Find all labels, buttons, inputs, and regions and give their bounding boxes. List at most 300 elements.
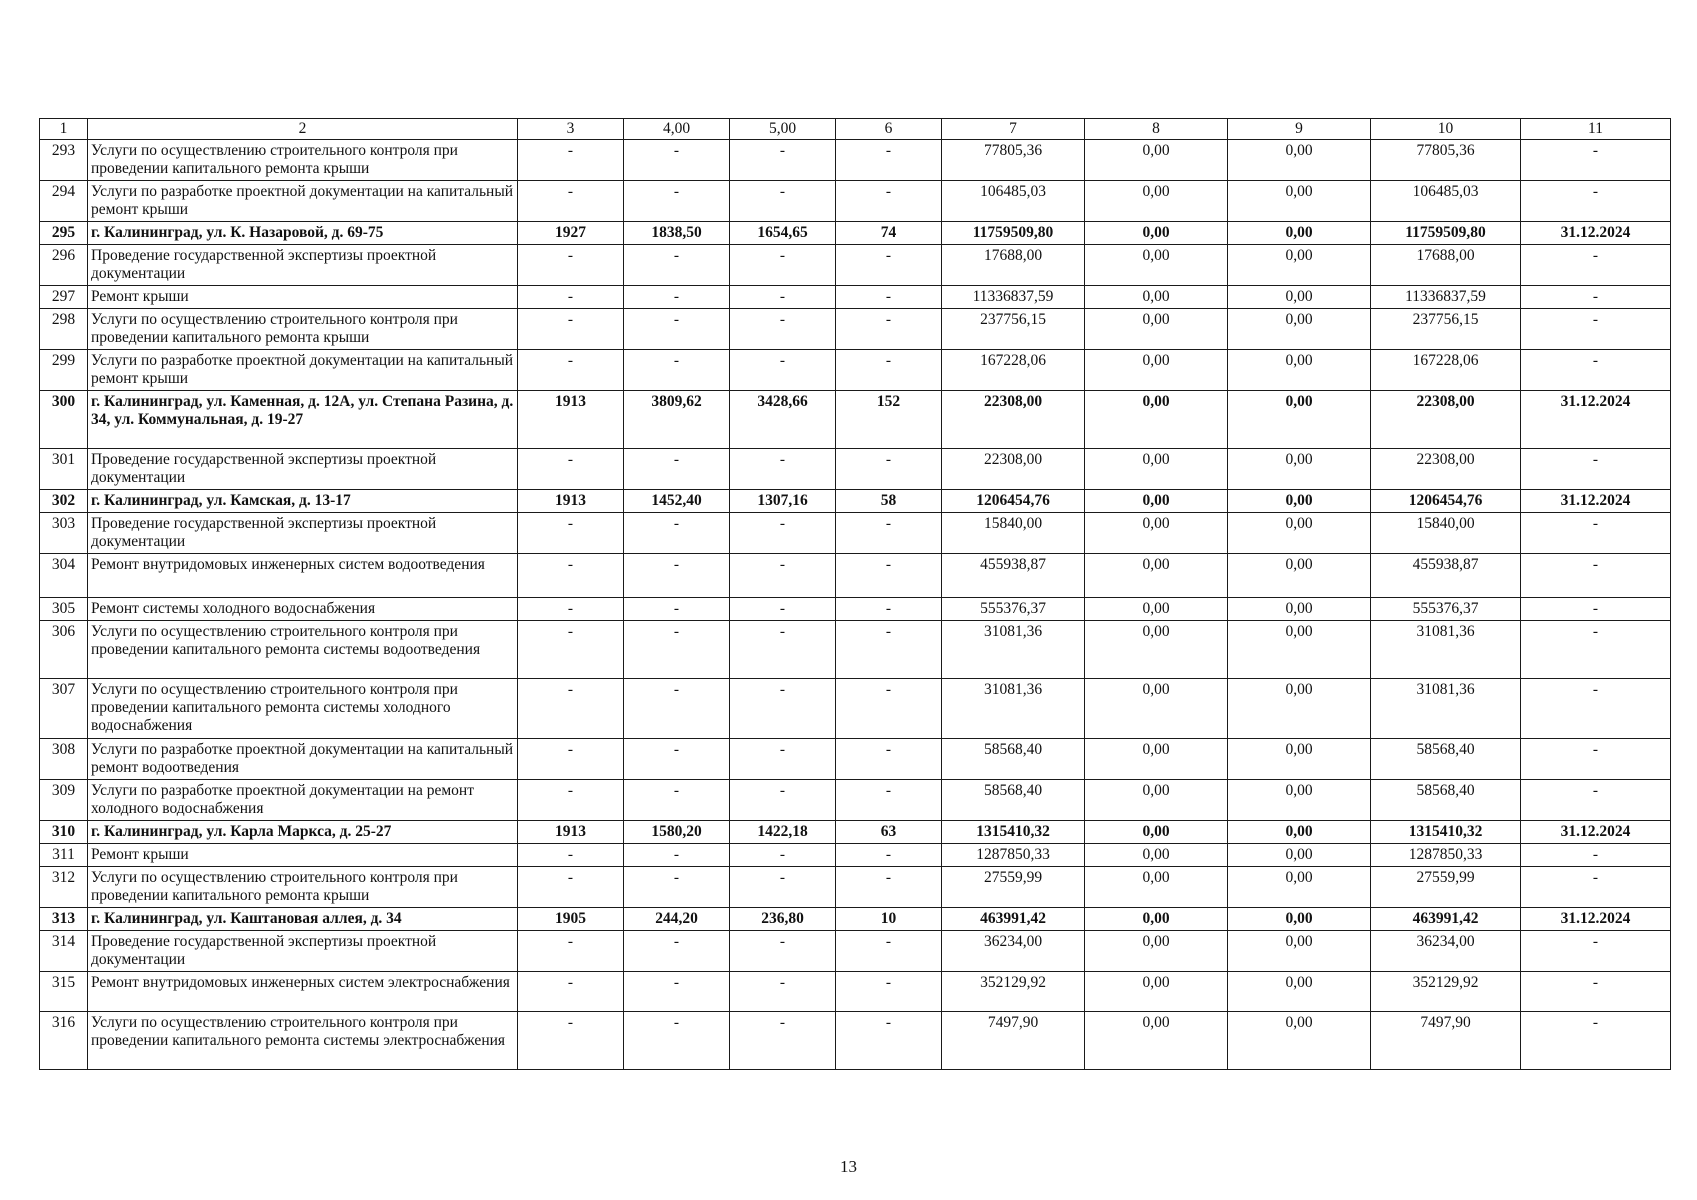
cost-budget-cell: 0,00 [1228,931,1371,972]
year-cell: - [518,140,624,181]
deadline-cell: - [1521,449,1671,490]
row-name-cell: Услуги по осуществлению строительного контроля при проведении капитального ремонта системы электроснабжения [88,1012,518,1070]
cost-total-cell: 7497,90 [942,1012,1085,1070]
residents-cell: - [836,513,942,554]
cost-budget-cell: 0,00 [1228,350,1371,391]
area-total-cell: - [624,245,730,286]
work-row [40,309,1671,350]
deadline-cell: - [1521,598,1671,621]
cost-budget-cell: 0,00 [1228,391,1371,449]
residents-cell: - [836,931,942,972]
address-row [40,908,1671,931]
work-row [40,513,1671,554]
year-cell: 1913 [518,490,624,513]
area-living-cell: - [730,598,836,621]
cost-fund-cell: 0,00 [1085,222,1228,245]
area-living-cell: - [730,513,836,554]
deadline-cell: - [1521,181,1671,222]
year-cell: 1913 [518,821,624,844]
cost-owners-cell: 15840,00 [1371,513,1521,554]
area-living-cell: - [730,245,836,286]
cost-budget-cell: 0,00 [1228,621,1371,679]
area-living-cell: - [730,350,836,391]
deadline-cell: - [1521,739,1671,780]
residents-cell: - [836,286,942,309]
area-living-cell: - [730,1012,836,1070]
residents-cell: - [836,140,942,181]
cost-total-cell: 31081,36 [942,679,1085,739]
cost-fund-cell: 0,00 [1085,350,1228,391]
work-row [40,739,1671,780]
area-living-cell: - [730,972,836,1012]
cost-owners-cell: 31081,36 [1371,679,1521,739]
row-name-cell: Ремонт крыши [88,844,518,867]
cost-owners-cell: 167228,06 [1371,350,1521,391]
cost-budget-cell: 0,00 [1228,821,1371,844]
row-name-cell: Ремонт системы холодного водоснабжения [88,598,518,621]
cost-total-cell: 11336837,59 [942,286,1085,309]
cost-total-cell: 1206454,76 [942,490,1085,513]
table-body [40,140,1671,1070]
area-living-cell: - [730,140,836,181]
work-row [40,844,1671,867]
cost-total-cell: 1287850,33 [942,844,1085,867]
cost-total-cell: 106485,03 [942,181,1085,222]
area-total-cell: 1452,40 [624,490,730,513]
cost-owners-cell: 237756,15 [1371,309,1521,350]
address-row [40,391,1671,449]
header-row [40,119,1671,140]
cost-fund-cell: 0,00 [1085,513,1228,554]
year-cell: - [518,621,624,679]
area-total-cell: - [624,867,730,908]
row-name-cell: г. Калининград, ул. Камская, д. 13-17 [88,490,518,513]
cost-total-cell: 463991,42 [942,908,1085,931]
year-cell: - [518,286,624,309]
area-living-cell: 3428,66 [730,391,836,449]
cost-fund-cell: 0,00 [1085,679,1228,739]
deadline-cell: - [1521,309,1671,350]
work-row [40,931,1671,972]
area-living-cell: - [730,931,836,972]
cost-fund-cell: 0,00 [1085,554,1228,598]
residents-cell: - [836,598,942,621]
residents-cell: - [836,739,942,780]
residents-cell: - [836,309,942,350]
cost-total-cell: 11759509,80 [942,222,1085,245]
year-cell: - [518,181,624,222]
year-cell: - [518,350,624,391]
year-cell: - [518,598,624,621]
cost-total-cell: 455938,87 [942,554,1085,598]
area-total-cell: 244,20 [624,908,730,931]
cost-fund-cell: 0,00 [1085,908,1228,931]
deadline-cell: 31.12.2024 [1521,490,1671,513]
work-row [40,598,1671,621]
row-name-cell: Услуги по разработке проектной документации на капитальный ремонт крыши [88,181,518,222]
year-cell: - [518,739,624,780]
area-total-cell: - [624,679,730,739]
cost-budget-cell: 0,00 [1228,739,1371,780]
cost-total-cell: 22308,00 [942,449,1085,490]
work-row [40,286,1671,309]
header-cell: 11 [1521,119,1671,140]
deadline-cell: - [1521,867,1671,908]
area-living-cell: - [730,554,836,598]
cost-fund-cell: 0,00 [1085,181,1228,222]
cost-owners-cell: 455938,87 [1371,554,1521,598]
area-total-cell: 1838,50 [624,222,730,245]
row-name-cell: г. Калининград, ул. К. Назаровой, д. 69-75 [88,222,518,245]
header-cell: 6 [836,119,942,140]
area-living-cell: - [730,780,836,821]
residents-cell: - [836,181,942,222]
cost-owners-cell: 463991,42 [1371,908,1521,931]
cost-owners-cell: 36234,00 [1371,931,1521,972]
row-number-cell: 304 [40,554,88,598]
area-living-cell: - [730,286,836,309]
work-row [40,679,1671,739]
area-living-cell: - [730,844,836,867]
cost-fund-cell: 0,00 [1085,309,1228,350]
row-number-cell: 299 [40,350,88,391]
area-total-cell: - [624,844,730,867]
row-number-cell: 305 [40,598,88,621]
area-total-cell: - [624,140,730,181]
work-row [40,140,1671,181]
deadline-cell: - [1521,1012,1671,1070]
area-living-cell: - [730,739,836,780]
year-cell: - [518,449,624,490]
cost-budget-cell: 0,00 [1228,490,1371,513]
cost-owners-cell: 27559,99 [1371,867,1521,908]
work-row [40,621,1671,679]
cost-owners-cell: 58568,40 [1371,780,1521,821]
cost-total-cell: 27559,99 [942,867,1085,908]
year-cell: - [518,513,624,554]
row-number-cell: 312 [40,867,88,908]
cost-budget-cell: 0,00 [1228,449,1371,490]
row-number-cell: 309 [40,780,88,821]
residents-cell: 58 [836,490,942,513]
row-name-cell: Ремонт внутридомовых инженерных систем водоотведения [88,554,518,598]
row-name-cell: Ремонт крыши [88,286,518,309]
year-cell: - [518,554,624,598]
cost-budget-cell: 0,00 [1228,1012,1371,1070]
row-name-cell: Услуги по осуществлению строительного контроля при проведении капитального ремонта крыши [88,867,518,908]
residents-cell: - [836,972,942,1012]
header-cell: 5,00 [730,119,836,140]
cost-total-cell: 58568,40 [942,739,1085,780]
year-cell: - [518,867,624,908]
area-living-cell: 236,80 [730,908,836,931]
row-name-cell: Проведение государственной экспертизы проектной документации [88,245,518,286]
row-name-cell: Услуги по осуществлению строительного контроля при проведении капитального ремонта крыши [88,309,518,350]
cost-owners-cell: 11336837,59 [1371,286,1521,309]
row-number-cell: 308 [40,739,88,780]
area-total-cell: - [624,1012,730,1070]
cost-total-cell: 237756,15 [942,309,1085,350]
row-name-cell: Услуги по разработке проектной документации на ремонт холодного водоснабжения [88,780,518,821]
residents-cell: - [836,679,942,739]
cost-fund-cell: 0,00 [1085,598,1228,621]
cost-owners-cell: 1315410,32 [1371,821,1521,844]
row-number-cell: 298 [40,309,88,350]
row-number-cell: 316 [40,1012,88,1070]
row-name-cell: Услуги по осуществлению строительного контроля при проведении капитального ремонта системы холодного водоснабжения [88,679,518,739]
row-name-cell: Услуги по осуществлению строительного контроля при проведении капитального ремонта крыши [88,140,518,181]
deadline-cell: - [1521,844,1671,867]
cost-owners-cell: 31081,36 [1371,621,1521,679]
cost-fund-cell: 0,00 [1085,931,1228,972]
cost-owners-cell: 77805,36 [1371,140,1521,181]
work-row [40,350,1671,391]
row-number-cell: 301 [40,449,88,490]
header-cell: 9 [1228,119,1371,140]
cost-fund-cell: 0,00 [1085,780,1228,821]
area-living-cell: 1307,16 [730,490,836,513]
residents-cell: - [836,449,942,490]
cost-budget-cell: 0,00 [1228,780,1371,821]
row-number-cell: 310 [40,821,88,844]
deadline-cell: 31.12.2024 [1521,222,1671,245]
area-total-cell: 1580,20 [624,821,730,844]
residents-cell: - [836,1012,942,1070]
cost-fund-cell: 0,00 [1085,140,1228,181]
area-living-cell: - [730,621,836,679]
cost-owners-cell: 7497,90 [1371,1012,1521,1070]
cost-fund-cell: 0,00 [1085,391,1228,449]
header-cell: 1 [40,119,88,140]
row-number-cell: 306 [40,621,88,679]
year-cell: - [518,931,624,972]
cost-budget-cell: 0,00 [1228,908,1371,931]
area-total-cell: - [624,598,730,621]
cost-owners-cell: 22308,00 [1371,391,1521,449]
cost-fund-cell: 0,00 [1085,739,1228,780]
deadline-cell: - [1521,780,1671,821]
cost-total-cell: 555376,37 [942,598,1085,621]
deadline-cell: - [1521,679,1671,739]
deadline-cell: - [1521,245,1671,286]
area-living-cell: - [730,309,836,350]
header-cell: 10 [1371,119,1521,140]
deadline-cell: - [1521,286,1671,309]
area-living-cell: - [730,449,836,490]
cost-owners-cell: 58568,40 [1371,739,1521,780]
row-number-cell: 296 [40,245,88,286]
row-number-cell: 313 [40,908,88,931]
year-cell: - [518,780,624,821]
cost-owners-cell: 1206454,76 [1371,490,1521,513]
cost-total-cell: 167228,06 [942,350,1085,391]
row-name-cell: г. Калининград, ул. Каштановая аллея, д. 34 [88,908,518,931]
row-number-cell: 311 [40,844,88,867]
row-name-cell: Услуги по разработке проектной документации на капитальный ремонт водоотведения [88,739,518,780]
deadline-cell: - [1521,931,1671,972]
deadline-cell: 31.12.2024 [1521,391,1671,449]
header-cell: 2 [88,119,518,140]
area-total-cell: - [624,449,730,490]
year-cell: 1913 [518,391,624,449]
area-living-cell: 1422,18 [730,821,836,844]
area-living-cell: - [730,679,836,739]
row-number-cell: 307 [40,679,88,739]
cost-budget-cell: 0,00 [1228,679,1371,739]
year-cell: - [518,245,624,286]
residents-cell: - [836,621,942,679]
residents-cell: - [836,844,942,867]
area-total-cell: - [624,972,730,1012]
year-cell: - [518,679,624,739]
cost-budget-cell: 0,00 [1228,598,1371,621]
residents-cell: - [836,350,942,391]
residents-cell: - [836,780,942,821]
deadline-cell: - [1521,140,1671,181]
deadline-cell: - [1521,972,1671,1012]
cost-budget-cell: 0,00 [1228,286,1371,309]
cost-budget-cell: 0,00 [1228,867,1371,908]
work-row [40,181,1671,222]
residents-cell: 152 [836,391,942,449]
cost-owners-cell: 1287850,33 [1371,844,1521,867]
deadline-cell: 31.12.2024 [1521,908,1671,931]
row-name-cell: Проведение государственной экспертизы проектной документации [88,513,518,554]
row-name-cell: Услуги по разработке проектной документации на капитальный ремонт крыши [88,350,518,391]
row-number-cell: 314 [40,931,88,972]
row-name-cell: г. Калининград, ул. Карла Маркса, д. 25-27 [88,821,518,844]
area-total-cell: - [624,621,730,679]
cost-fund-cell: 0,00 [1085,245,1228,286]
cost-fund-cell: 0,00 [1085,821,1228,844]
cost-total-cell: 15840,00 [942,513,1085,554]
cost-budget-cell: 0,00 [1228,972,1371,1012]
row-name-cell: Проведение государственной экспертизы проектной документации [88,449,518,490]
deadline-cell: - [1521,621,1671,679]
area-living-cell: - [730,867,836,908]
cost-total-cell: 58568,40 [942,780,1085,821]
cost-owners-cell: 17688,00 [1371,245,1521,286]
cost-owners-cell: 352129,92 [1371,972,1521,1012]
area-living-cell: 1654,65 [730,222,836,245]
cost-owners-cell: 555376,37 [1371,598,1521,621]
address-row [40,222,1671,245]
deadline-cell: - [1521,513,1671,554]
work-row [40,449,1671,490]
deadline-cell: - [1521,554,1671,598]
cost-fund-cell: 0,00 [1085,844,1228,867]
cost-total-cell: 17688,00 [942,245,1085,286]
cost-fund-cell: 0,00 [1085,867,1228,908]
cost-total-cell: 31081,36 [942,621,1085,679]
residents-cell: - [836,867,942,908]
header-cell: 3 [518,119,624,140]
cost-fund-cell: 0,00 [1085,1012,1228,1070]
residents-cell: 74 [836,222,942,245]
row-name-cell: г. Калининград, ул. Каменная, д. 12А, ул. Степана Разина, д. 34, ул. Коммунальная, д. 19-27 [88,391,518,449]
cost-budget-cell: 0,00 [1228,554,1371,598]
area-total-cell: 3809,62 [624,391,730,449]
register-table [39,118,1671,1070]
deadline-cell: 31.12.2024 [1521,821,1671,844]
cost-total-cell: 36234,00 [942,931,1085,972]
cost-budget-cell: 0,00 [1228,245,1371,286]
residents-cell: 10 [836,908,942,931]
work-row [40,780,1671,821]
cost-fund-cell: 0,00 [1085,972,1228,1012]
area-total-cell: - [624,181,730,222]
year-cell: - [518,844,624,867]
cost-budget-cell: 0,00 [1228,309,1371,350]
row-number-cell: 315 [40,972,88,1012]
year-cell: 1905 [518,908,624,931]
area-total-cell: - [624,350,730,391]
area-total-cell: - [624,513,730,554]
area-total-cell: - [624,554,730,598]
cost-budget-cell: 0,00 [1228,222,1371,245]
cost-budget-cell: 0,00 [1228,140,1371,181]
cost-budget-cell: 0,00 [1228,844,1371,867]
year-cell: 1927 [518,222,624,245]
cost-total-cell: 22308,00 [942,391,1085,449]
cost-owners-cell: 106485,03 [1371,181,1521,222]
cost-fund-cell: 0,00 [1085,449,1228,490]
year-cell: - [518,972,624,1012]
work-row [40,867,1671,908]
row-name-cell: Услуги по осуществлению строительного контроля при проведении капитального ремонта системы водоотведения [88,621,518,679]
work-row [40,554,1671,598]
cost-owners-cell: 11759509,80 [1371,222,1521,245]
cost-budget-cell: 0,00 [1228,181,1371,222]
row-number-cell: 293 [40,140,88,181]
residents-cell: - [836,245,942,286]
area-total-cell: - [624,780,730,821]
row-number-cell: 302 [40,490,88,513]
residents-cell: - [836,554,942,598]
address-row [40,821,1671,844]
area-total-cell: - [624,931,730,972]
row-number-cell: 300 [40,391,88,449]
page-number: 13 [840,1157,857,1176]
area-total-cell: - [624,739,730,780]
cost-total-cell: 1315410,32 [942,821,1085,844]
row-number-cell: 297 [40,286,88,309]
work-row [40,972,1671,1012]
year-cell: - [518,1012,624,1070]
cost-fund-cell: 0,00 [1085,490,1228,513]
header-cell: 4,00 [624,119,730,140]
row-number-cell: 294 [40,181,88,222]
header-cell: 7 [942,119,1085,140]
address-row [40,490,1671,513]
row-number-cell: 295 [40,222,88,245]
row-name-cell: Ремонт внутридомовых инженерных систем электроснабжения [88,972,518,1012]
cost-fund-cell: 0,00 [1085,286,1228,309]
area-living-cell: - [730,181,836,222]
area-total-cell: - [624,286,730,309]
year-cell: - [518,309,624,350]
cost-total-cell: 352129,92 [942,972,1085,1012]
cost-budget-cell: 0,00 [1228,513,1371,554]
cost-total-cell: 77805,36 [942,140,1085,181]
header-cell: 8 [1085,119,1228,140]
work-row [40,1012,1671,1070]
residents-cell: 63 [836,821,942,844]
deadline-cell: - [1521,350,1671,391]
cost-fund-cell: 0,00 [1085,621,1228,679]
area-total-cell: - [624,309,730,350]
work-row [40,245,1671,286]
